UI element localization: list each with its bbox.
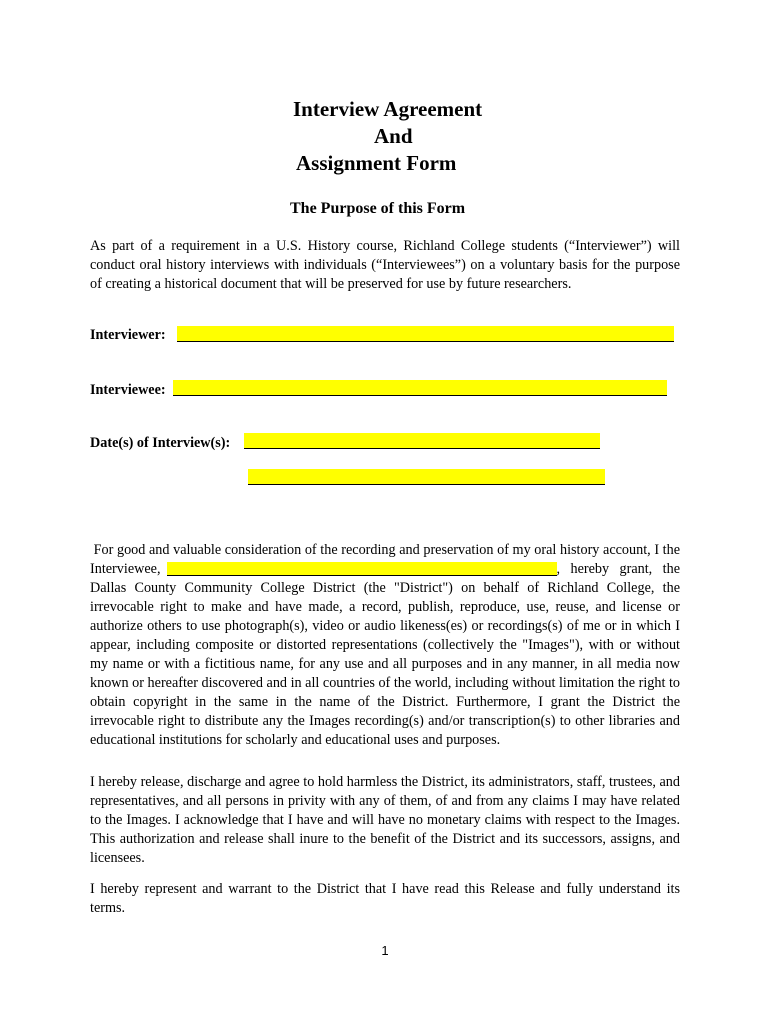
form-title-line3: Assignment Form	[296, 151, 457, 175]
page-number: 1	[381, 943, 389, 958]
interview-date-field-2[interactable]	[248, 469, 605, 485]
dates-label: Date(s) of Interview(s):	[90, 435, 231, 451]
grant-text-before: For good and valuable consideration of the recording and preservation of my oral history account, I the Interviewee,	[90, 542, 681, 577]
interviewer-field[interactable]	[177, 326, 674, 342]
interview-date-field-1[interactable]	[244, 433, 600, 449]
grant-text-after: , hereby grant, the Dallas County Community College District (the "District") on behalf of Richland College, the irrevocable right to make and have made, a record, publish, reproduce, use, reuse, and license or authorize others to use photograph(s), video or audio likeness(es) or recordings(s) of me or in which I appear, including composite or distorted representations (collectively the "Images"), with or without my name or with a fictitious name, for any use and all purposes and in any manner, in all media now known or hereafter discovered and in all countries of the world, including without limitation the right to obtain copyright in the same in the name of the District. Furthermore, I grant the District the irrevocable right to distribute any the Images recording(s) and/or transcription(s) to other libraries and educational institutions for scholarly and educational uses and purposes.	[90, 561, 680, 748]
form-title-line1: Interview Agreement	[293, 97, 483, 121]
form-title-line2: And	[374, 124, 413, 148]
interviewee-label: Interviewee:	[90, 382, 166, 398]
purpose-heading: The Purpose of this Form	[290, 200, 466, 217]
warrant-paragraph: I hereby represent and warrant to the District that I have read this Release and fully understand its terms.	[90, 881, 680, 916]
interviewee-field[interactable]	[173, 380, 667, 396]
release-paragraph: I hereby release, discharge and agree to hold harmless the District, its administrators, staff, trustees, and representatives, and all persons in privity with any of them, of and from any claims I may have related to the Images. I acknowledge that I have and will have no monetary claims with respect to the Images. This authorization and release shall inure to the benefit of the District and its successors, assigns, and licensees.	[90, 774, 680, 866]
grant-paragraph	[90, 541, 680, 750]
interviewee-name-field[interactable]	[167, 562, 557, 576]
interviewer-label: Interviewer:	[90, 327, 166, 343]
purpose-paragraph: As part of a requirement in a U.S. History course, Richland College students (“Interviewer”) will conduct oral history interviews with individuals (“Interviewees”) on a voluntary basis for the purpose of creating a historical document that will be preserved for use by future researchers.	[90, 238, 680, 292]
